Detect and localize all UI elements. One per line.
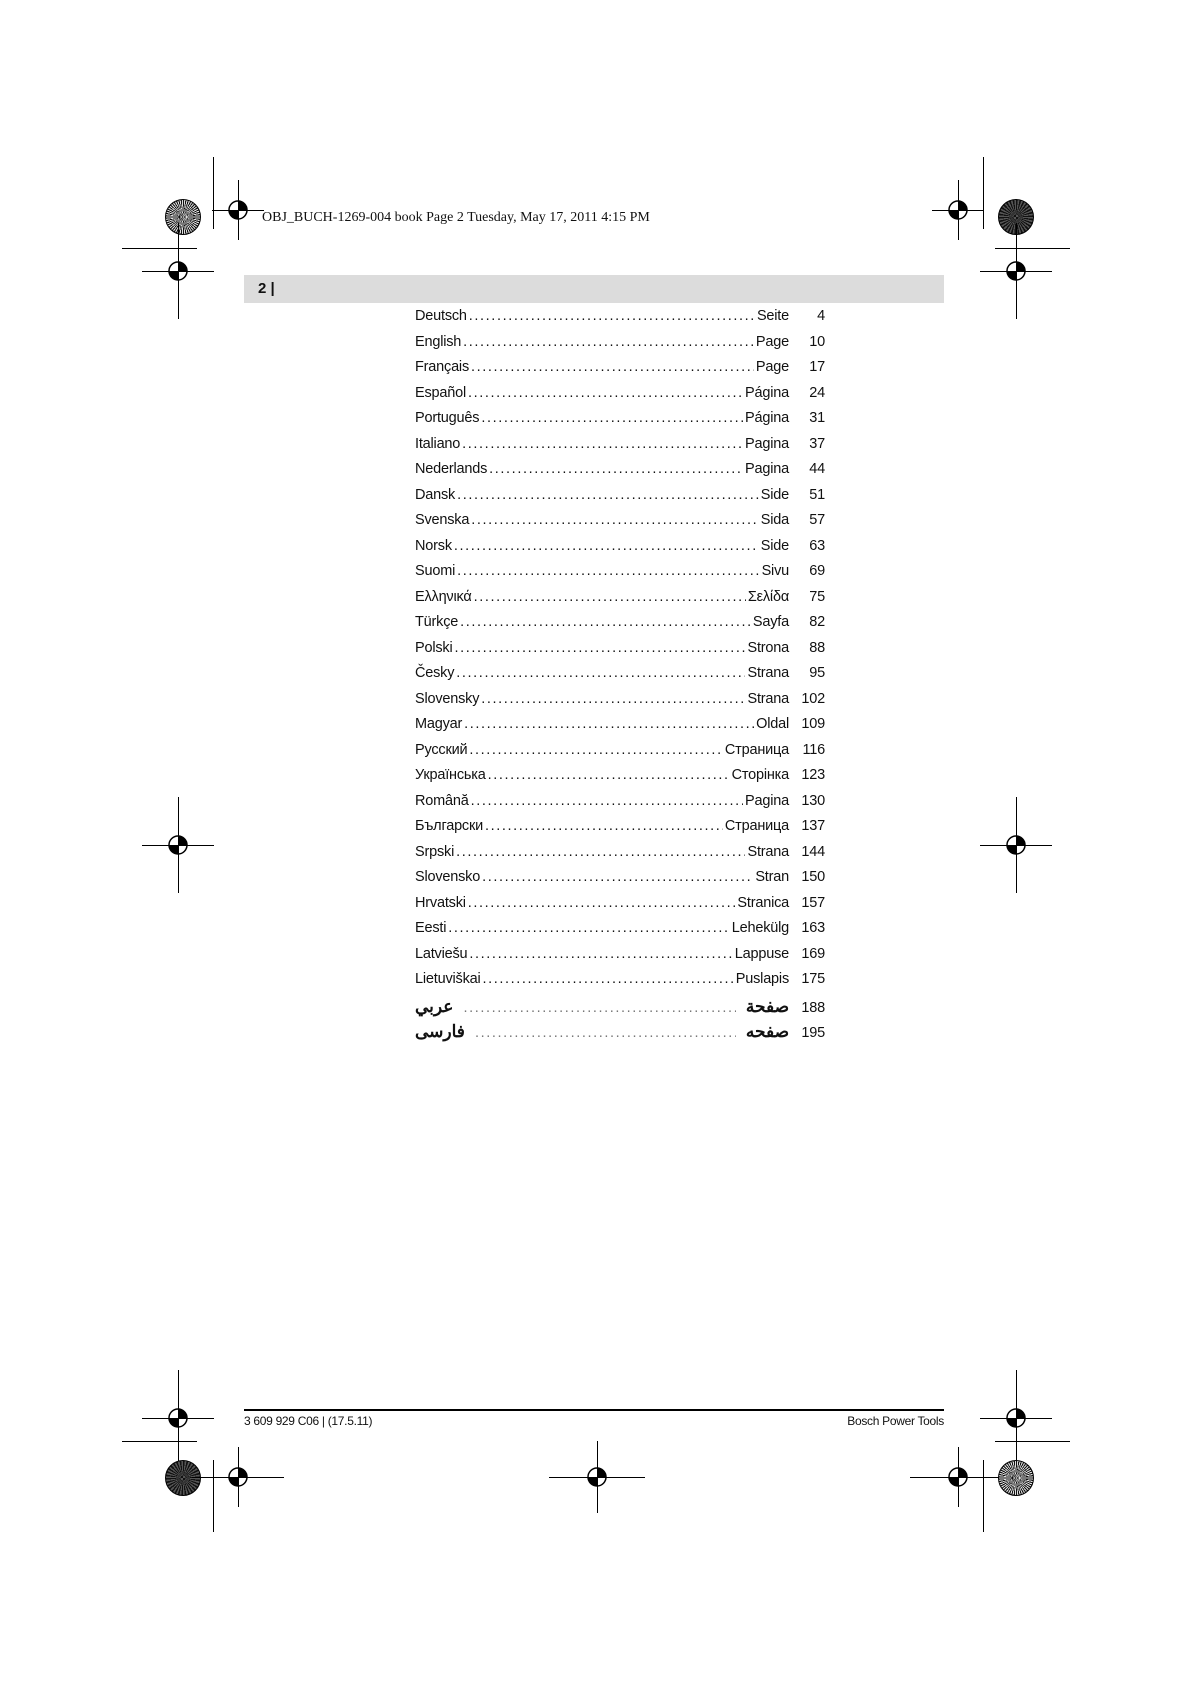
toc-leader-dots bbox=[469, 308, 755, 324]
toc-language: Srpski bbox=[415, 843, 455, 860]
toc-language: Română bbox=[415, 792, 469, 809]
toc-entry bbox=[415, 742, 825, 768]
toc-leader-dots bbox=[488, 767, 730, 783]
toc-leader-dots bbox=[471, 512, 759, 528]
toc-page-label: Sayfa bbox=[752, 614, 789, 630]
toc-language: Türkçe bbox=[415, 614, 459, 630]
crop-line bbox=[213, 1460, 214, 1532]
registration-target-icon bbox=[1003, 258, 1029, 284]
registration-target-icon bbox=[165, 832, 191, 858]
toc-language: Български bbox=[415, 818, 484, 834]
toc-language: Français bbox=[415, 359, 469, 375]
registration-target-icon bbox=[165, 258, 191, 284]
toc-page-label: Lehekülg bbox=[731, 920, 789, 936]
toc-page-number: 82 bbox=[809, 614, 825, 630]
toc-language: Hrvatski bbox=[415, 894, 466, 911]
toc-page-number: 10 bbox=[809, 333, 825, 350]
toc-page-label: Strona bbox=[747, 639, 789, 656]
toc-entry bbox=[415, 716, 825, 742]
footer-brand: Bosch Power Tools bbox=[847, 1414, 944, 1428]
toc-language: Suomi bbox=[415, 563, 456, 579]
toc-language: Русский bbox=[415, 741, 468, 758]
toc-page-label: Strana bbox=[747, 690, 789, 707]
crop-line bbox=[983, 157, 984, 229]
registration-target-icon bbox=[225, 1464, 251, 1490]
toc-entry bbox=[415, 818, 825, 844]
toc-page-number: 63 bbox=[809, 537, 825, 554]
toc-language: Português bbox=[415, 410, 480, 426]
toc-leader-dots bbox=[468, 385, 743, 401]
toc-leader-dots bbox=[448, 920, 729, 936]
toc-language: فارسی bbox=[415, 1022, 465, 1041]
toc-page-number: 163 bbox=[801, 920, 825, 936]
toc-language: Slovensky bbox=[415, 690, 480, 707]
toc-leader-dots bbox=[485, 818, 723, 834]
toc-leader-dots bbox=[463, 1000, 735, 1016]
toc-leader-dots bbox=[474, 589, 746, 605]
toc-page-label: Page bbox=[755, 359, 789, 375]
toc-page-label: Página bbox=[745, 384, 789, 401]
toc-page-label: Страница bbox=[724, 818, 789, 834]
color-registration-icon bbox=[998, 1460, 1034, 1496]
color-registration-icon bbox=[165, 1460, 201, 1496]
toc-entry bbox=[415, 410, 825, 436]
toc-language: Italiano bbox=[415, 435, 461, 452]
toc-leader-dots bbox=[454, 538, 759, 554]
toc-page-label: Stranica bbox=[737, 894, 789, 911]
toc-entry bbox=[415, 844, 825, 870]
footer-rule bbox=[244, 1409, 944, 1411]
toc-leader-dots bbox=[475, 1025, 736, 1041]
crop-line bbox=[213, 157, 214, 229]
toc-page-label: Oldal bbox=[756, 716, 789, 732]
toc-leader-dots bbox=[456, 665, 745, 681]
toc-leader-dots bbox=[481, 691, 745, 707]
toc-leader-dots bbox=[457, 487, 759, 503]
toc-language: Slovensko bbox=[415, 869, 481, 885]
toc-language: Latviešu bbox=[415, 945, 468, 962]
toc-entry bbox=[415, 589, 825, 615]
toc-page-number: 123 bbox=[801, 767, 825, 783]
toc-entry bbox=[415, 971, 825, 997]
toc-leader-dots bbox=[456, 844, 745, 860]
toc-page-label: Página bbox=[745, 410, 789, 426]
toc-page-label: Lappuse bbox=[734, 945, 789, 962]
toc-page-label: Сторінка bbox=[731, 767, 789, 783]
toc-page-label: Puslapis bbox=[735, 971, 789, 987]
toc-leader-dots bbox=[463, 334, 754, 350]
toc-page-number: 130 bbox=[801, 792, 825, 809]
toc-language: English bbox=[415, 333, 462, 350]
toc-leader-dots bbox=[460, 614, 751, 630]
toc-page-label: Seite bbox=[756, 308, 789, 324]
print-slug: OBJ_BUCH-1269-004 book Page 2 Tuesday, May 17, 2011 4:15 PM bbox=[262, 210, 650, 225]
toc-page-number: 144 bbox=[801, 843, 825, 860]
toc-leader-dots bbox=[469, 946, 732, 962]
toc-page-number: 157 bbox=[801, 894, 825, 911]
toc-leader-dots bbox=[483, 971, 734, 987]
toc-entry bbox=[415, 359, 825, 385]
registration-target-icon bbox=[945, 1464, 971, 1490]
toc-page-label: Pagina bbox=[745, 792, 789, 809]
toc-language: Polski bbox=[415, 639, 453, 656]
toc-page-label: Side bbox=[760, 486, 789, 503]
toc-leader-dots bbox=[471, 793, 743, 809]
registration-target-icon bbox=[165, 1405, 191, 1431]
toc-page-number: 102 bbox=[801, 690, 825, 707]
toc-page-number: 75 bbox=[809, 588, 825, 605]
toc-language: Українська bbox=[415, 767, 486, 783]
registration-target-icon bbox=[584, 1464, 610, 1490]
toc-entry bbox=[415, 895, 825, 921]
toc-page-number: 169 bbox=[801, 945, 825, 962]
footer-document-number: 3 609 929 C06 | (17.5.11) bbox=[244, 1414, 373, 1428]
crop-line bbox=[122, 1441, 197, 1442]
toc-leader-dots bbox=[468, 895, 736, 911]
toc-page-number: 137 bbox=[801, 818, 825, 834]
registration-target-icon bbox=[225, 197, 251, 223]
toc-entry bbox=[415, 487, 825, 513]
toc-page-label: صفحه bbox=[745, 1022, 789, 1041]
toc-page-number: 57 bbox=[809, 512, 825, 528]
toc-page-number: 116 bbox=[802, 741, 825, 758]
toc-entry bbox=[415, 691, 825, 717]
toc-page-number: 24 bbox=[809, 384, 825, 401]
toc-entry bbox=[415, 563, 825, 589]
page-header-bar bbox=[244, 275, 944, 303]
toc-language: Nederlands bbox=[415, 461, 488, 477]
toc-entry bbox=[415, 512, 825, 538]
toc-page-number: 195 bbox=[801, 1025, 825, 1041]
toc-page-number: 69 bbox=[809, 563, 825, 579]
crop-line bbox=[983, 1460, 984, 1532]
toc-entry bbox=[415, 436, 825, 462]
toc-page-number: 88 bbox=[809, 639, 825, 656]
toc-page-label: صفحة bbox=[745, 996, 789, 1016]
toc-page-label: Σελίδα bbox=[747, 588, 789, 605]
toc-entry bbox=[415, 308, 825, 334]
toc-language: Deutsch bbox=[415, 308, 467, 324]
toc-page-number: 95 bbox=[809, 665, 825, 681]
toc-page-label: Strana bbox=[747, 843, 789, 860]
toc-entry bbox=[415, 640, 825, 666]
toc-page-label: Stran bbox=[755, 869, 789, 885]
toc-language: Magyar bbox=[415, 716, 463, 732]
toc-entry bbox=[415, 767, 825, 793]
toc-language: Lietuviškai bbox=[415, 971, 481, 987]
toc-entry bbox=[415, 665, 825, 691]
toc-entry bbox=[415, 793, 825, 819]
toc-leader-dots bbox=[464, 716, 754, 732]
toc-page-label: Sivu bbox=[761, 563, 789, 579]
toc-language: عربي bbox=[415, 996, 454, 1016]
toc-entry bbox=[415, 334, 825, 360]
color-registration-icon bbox=[165, 199, 201, 235]
toc-leader-dots bbox=[482, 869, 753, 885]
toc-entry bbox=[415, 538, 825, 564]
toc-page-number: 4 bbox=[817, 308, 825, 324]
toc-page-number: 37 bbox=[809, 435, 825, 452]
toc-language: Česky bbox=[415, 665, 455, 681]
toc-page-number: 109 bbox=[801, 716, 825, 732]
toc-page-label: Страница bbox=[724, 741, 789, 758]
toc-language: Eesti bbox=[415, 920, 447, 936]
toc-leader-dots bbox=[454, 640, 745, 656]
table-of-contents bbox=[415, 308, 825, 1048]
toc-language: Español bbox=[415, 384, 466, 401]
registration-target-icon bbox=[945, 197, 971, 223]
toc-entry bbox=[415, 946, 825, 972]
toc-page-label: Side bbox=[760, 537, 789, 554]
toc-leader-dots bbox=[471, 359, 754, 375]
toc-page-number: 44 bbox=[809, 461, 825, 477]
crop-line bbox=[995, 1441, 1070, 1442]
registration-target-icon bbox=[1003, 832, 1029, 858]
toc-entry bbox=[415, 997, 825, 1023]
crop-line bbox=[995, 248, 1070, 249]
page-number: 2 | bbox=[258, 280, 275, 297]
toc-leader-dots bbox=[489, 461, 743, 477]
toc-entry bbox=[415, 461, 825, 487]
toc-page-label: Sida bbox=[760, 512, 789, 528]
toc-entry bbox=[415, 920, 825, 946]
toc-language: Dansk bbox=[415, 486, 456, 503]
toc-page-number: 51 bbox=[809, 486, 825, 503]
toc-page-label: Pagina bbox=[745, 435, 789, 452]
toc-page-number: 17 bbox=[809, 359, 825, 375]
toc-language: Norsk bbox=[415, 537, 452, 554]
toc-entry bbox=[415, 385, 825, 411]
toc-leader-dots bbox=[481, 410, 743, 426]
toc-page-label: Pagina bbox=[745, 461, 789, 477]
toc-page-number: 175 bbox=[801, 971, 825, 987]
toc-page-number: 188 bbox=[801, 999, 825, 1016]
toc-page-label: Page bbox=[755, 333, 789, 350]
registration-target-icon bbox=[1003, 1405, 1029, 1431]
toc-leader-dots bbox=[469, 742, 722, 758]
toc-page-number: 31 bbox=[809, 410, 825, 426]
toc-language: Ελληνικά bbox=[415, 588, 472, 605]
toc-entry bbox=[415, 614, 825, 640]
toc-page-number: 150 bbox=[801, 869, 825, 885]
toc-leader-dots bbox=[457, 563, 759, 579]
toc-language: Svenska bbox=[415, 512, 470, 528]
toc-page-label: Strana bbox=[747, 665, 789, 681]
toc-entry bbox=[415, 869, 825, 895]
crop-line bbox=[122, 248, 197, 249]
toc-leader-dots bbox=[462, 436, 743, 452]
toc-entry bbox=[415, 1022, 825, 1048]
